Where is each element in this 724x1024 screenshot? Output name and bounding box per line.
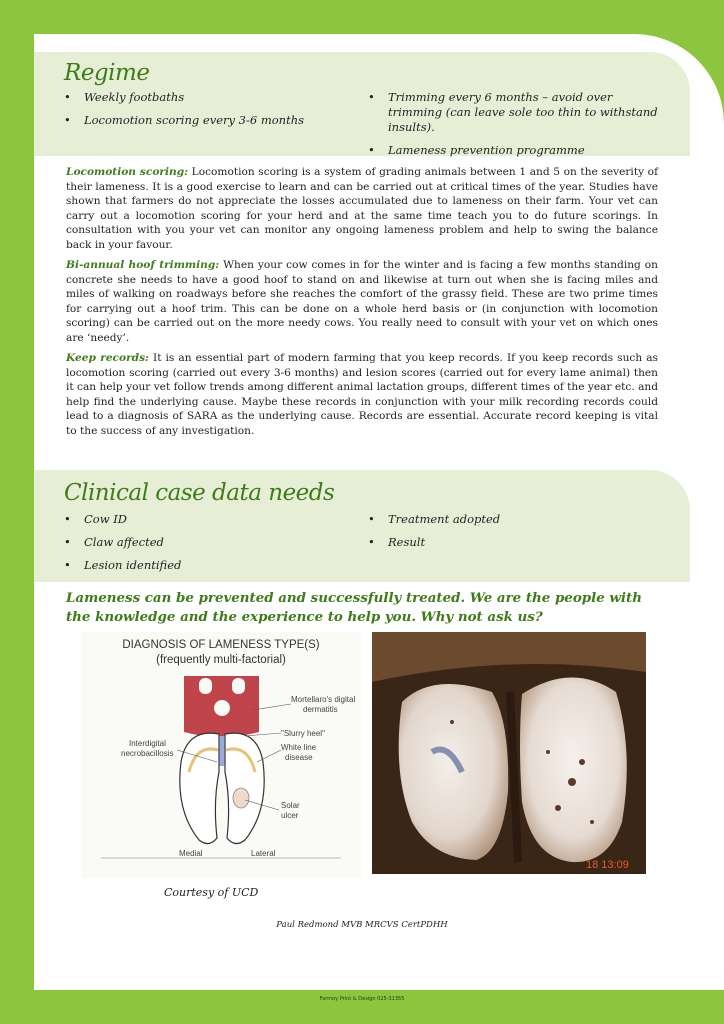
svg-text:White line: White line <box>281 743 317 752</box>
regime-list-right <box>368 90 668 166</box>
photo-right-claw <box>520 677 627 862</box>
list-item: • Result <box>368 535 668 550</box>
svg-text:Lateral: Lateral <box>251 849 276 858</box>
svg-text:necrobacillosis: necrobacillosis <box>121 749 174 758</box>
slogan: Lameness can be prevented and successfully treated. We are the people with the knowledge and the experience to help you. Why not ask us? <box>66 590 642 625</box>
clinical-list-left <box>64 512 364 581</box>
svg-text:Interdigital: Interdigital <box>129 739 166 748</box>
hoof-diagram <box>81 632 361 878</box>
list-item: • Locomotion scoring every 3-6 months <box>64 113 364 128</box>
diagram-title: DIAGNOSIS OF LAMENESS TYPE(S) <box>122 639 320 651</box>
diagram-subtitle: (frequently multi-factorial) <box>156 654 286 666</box>
body-text <box>66 165 658 444</box>
regime-title: Regime <box>64 60 150 86</box>
svg-text:dermatitis: dermatitis <box>303 705 338 714</box>
regime-list-left <box>64 90 364 136</box>
list-item: • Lesion identified <box>64 558 364 573</box>
list-item: • Claw affected <box>64 535 364 550</box>
author-credit: Paul Redmond MVB MRCVS CertPDHH <box>276 920 448 930</box>
clinical-title: Clinical case data needs <box>64 480 335 506</box>
page-panel <box>34 34 724 990</box>
list-item: • Cow ID <box>64 512 364 527</box>
list-item: • Weekly footbaths <box>64 90 364 105</box>
image-caption: Courtesy of UCD <box>164 886 259 899</box>
svg-text:ulcer: ulcer <box>281 811 299 820</box>
paragraph-records: Keep records: It is an essential part of modern farming that you keep records. If you keep records such as locomotion scoring (carried out every 3-6 months) and lesion scores (carried out for every lame animal) then it can help your vet follow trends among different animal lactation groups, different times of the year etc. and help find the underlying cause. Maybe these records in conjunction with your milk recording records could lead to a diagnosis of SARA as the underlying cause. Records are essential. Accurate record keeping is vital to the success of any investigation. <box>66 352 658 437</box>
list-item: • Trimming every 6 months – avoid over trimming (can leave sole too thin to withstand insults). <box>368 90 668 135</box>
photo-timestamp: 18 13:09 <box>586 859 629 871</box>
svg-text:Medial: Medial <box>179 849 203 858</box>
paragraph-locomotion: Locomotion scoring: Locomotion scoring is a system of grading animals between 1 and 5 on the severity of their lameness. It is a good exercise to learn and can be carried out at critical times of the year. Studies have shown that farmers do not appreciate the losses accumulated due to lameness on their farm. Your vet can carry out a locomotion scoring for your herd and at the same time teach you to do future scorings. In consultation with you your vet can monitor any ongoing lameness problem and help to swing the balance back in your favour. <box>66 166 658 251</box>
list-item: • Treatment adopted <box>368 512 668 527</box>
svg-text:disease: disease <box>285 753 313 762</box>
list-item: • Lameness prevention programme <box>368 143 668 158</box>
svg-text:Solar: Solar <box>281 801 300 810</box>
svg-text:Mortellaro's digital: Mortellaro's digital <box>291 695 356 704</box>
clinical-list-right <box>368 512 668 558</box>
paragraph-trimming: Bi-annual hoof trimming: When your cow comes in for the winter and is facing a few months standing on concrete she needs to have a good hoof to stand on and likewise at turn out when she is facing miles and miles of walking on roadways before she reaches the comfort of the grassy field. These are two prime times for carrying out a hoof trim. This can be done on a whole herd basis or (in conjunction with locomotion scoring) can be carried out on the more needy cows. You really need to consult with your vet on which ones are ‘needy’. <box>66 259 659 344</box>
hoof-photo <box>372 632 646 874</box>
svg-text:"Slurry heel": "Slurry heel" <box>281 729 325 738</box>
printer-credit: Fermoy Print & Design 025-31355 <box>319 996 405 1002</box>
